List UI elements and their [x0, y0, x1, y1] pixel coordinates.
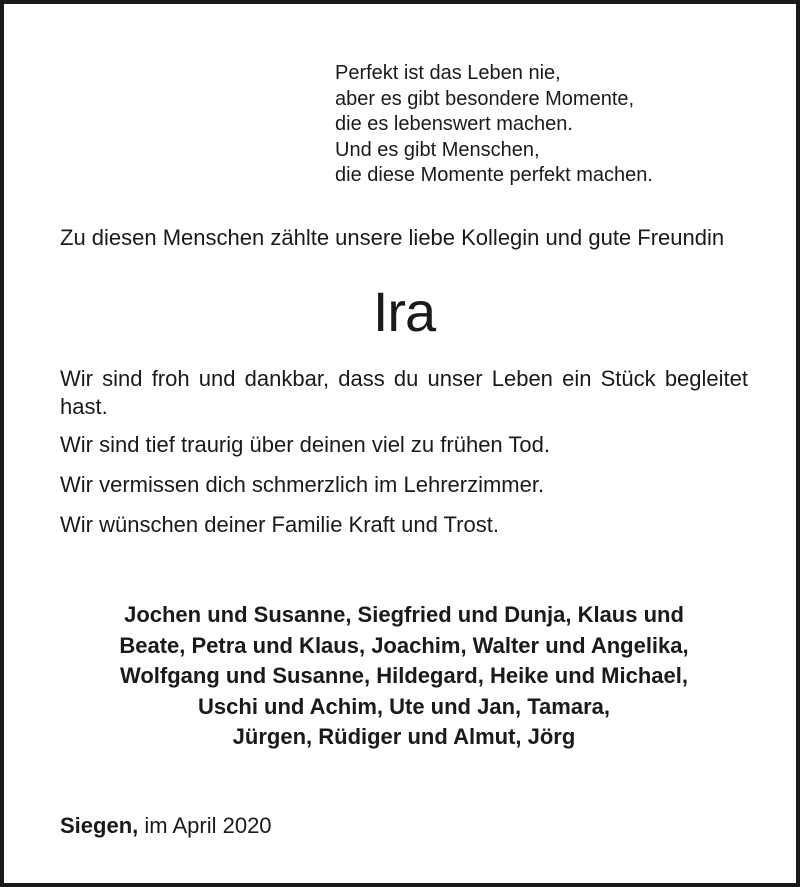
- deceased-name: Ira: [372, 280, 436, 343]
- message-line: Wir sind tief traurig über deinen viel zu frühen Tod.: [60, 432, 550, 457]
- signers-line: Uschi und Achim, Ute und Jan, Tamara,: [198, 693, 610, 719]
- poem-line: die diese Momente perfekt machen.: [335, 164, 653, 186]
- footer: [60, 812, 272, 840]
- message-line: Wir wünschen deiner Familie Kraft und Trost.: [60, 512, 499, 537]
- poem-line: Perfekt ist das Leben nie,: [335, 62, 561, 84]
- message-line: Wir vermissen dich schmerzlich im Lehrerzimmer.: [60, 472, 545, 497]
- message-line: Wir sind froh und dankbar, dass du unser Leben ein Stück begleitet hast.: [60, 366, 748, 419]
- intro-text: Zu diesen Menschen zählte unsere liebe Kollegin und gute Freundin: [60, 225, 725, 250]
- footer-date: im April 2020: [138, 813, 272, 838]
- poem-line: aber es gibt besondere Momente,: [335, 87, 635, 110]
- signers-line: Wolfgang und Susanne, Hildegard, Heike und Michael,: [120, 663, 688, 688]
- signers-line: Jochen und Susanne, Siegfried und Dunja, Klaus und: [124, 602, 684, 627]
- signers-line: Jürgen, Rüdiger und Almut, Jörg: [232, 724, 576, 749]
- poem-line: die es lebenswert machen.: [335, 113, 573, 135]
- poem-line: Und es gibt Menschen,: [335, 138, 540, 161]
- poem: [335, 61, 653, 189]
- signers: [4, 600, 800, 753]
- footer-place: Siegen,: [60, 813, 139, 838]
- signers-line: Beate, Petra und Klaus, Joachim, Walter und Angelika,: [119, 632, 689, 658]
